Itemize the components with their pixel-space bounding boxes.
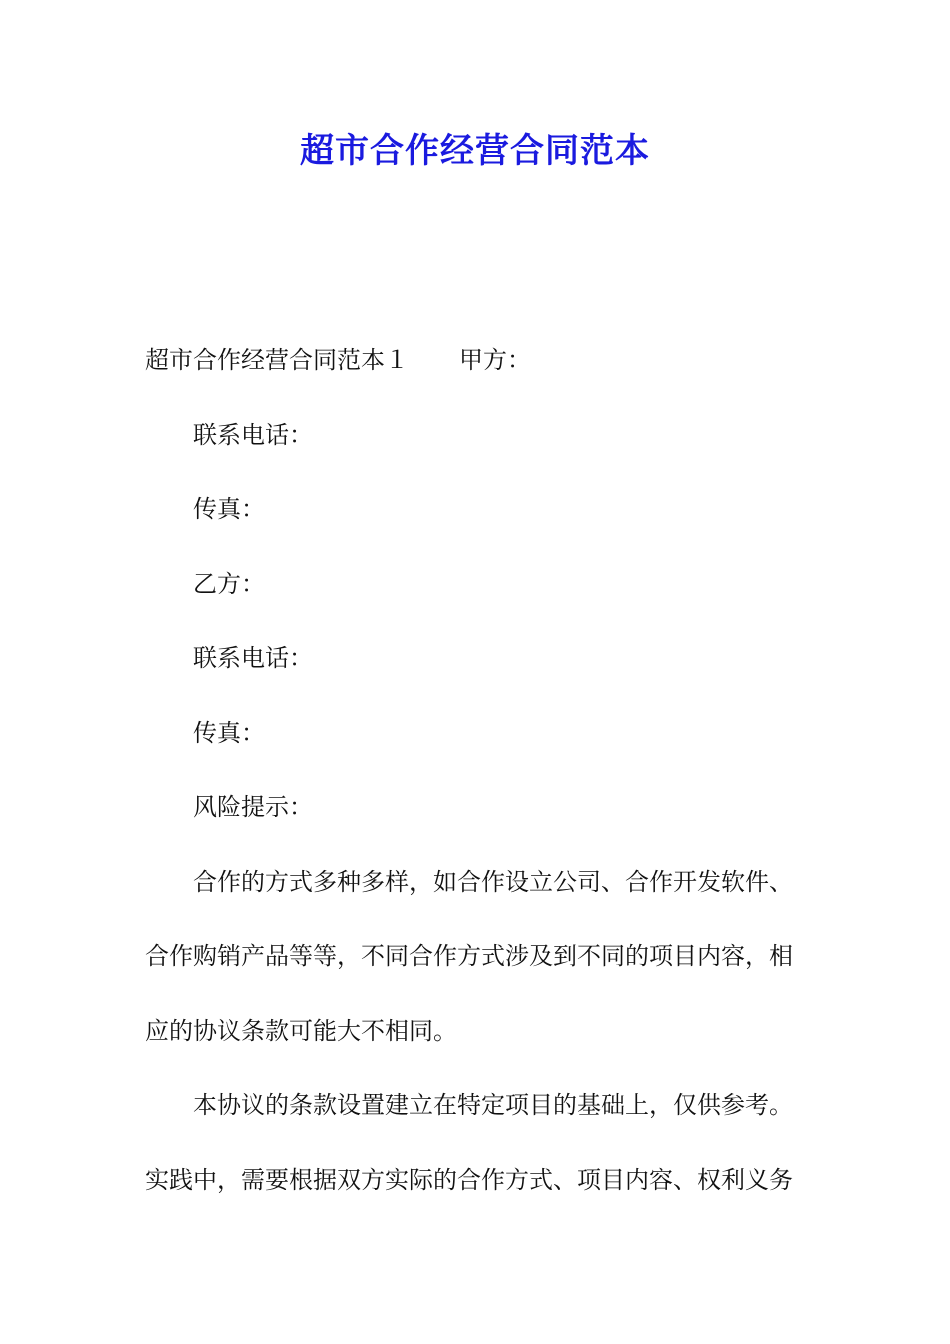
paragraph-line: 实践中，需要根据双方实际的合作方式、项目内容、权利义务: [145, 1165, 793, 1194]
paragraph-line: 合作购销产品等等，不同合作方式涉及到不同的项目内容，相: [145, 942, 793, 970]
party-a-label: 甲方：: [459, 346, 531, 374]
contract-name-text: 超市合作经营合同范本１: [145, 346, 409, 374]
party-a-phone-label: 联系电话：: [193, 420, 313, 449]
party-b-phone-label: 联系电话：: [193, 644, 313, 672]
party-b-label: 乙方：: [193, 569, 265, 598]
document-title: 超市合作经营合同范本: [300, 131, 650, 171]
paragraph-line: 本协议的条款设置建立在特定项目的基础上，仅供参考。: [193, 1091, 793, 1119]
heading-line: [145, 340, 810, 415]
risk-notice-label: 风险提示：: [193, 793, 313, 821]
party-a-fax-label: 传真：: [193, 495, 265, 523]
document-body: [145, 340, 810, 1234]
paragraph-line: 合作的方式多种多样，如合作设立公司、合作开发软件、: [193, 867, 793, 896]
party-b-fax-label: 传真：: [193, 718, 265, 747]
paragraph-line: 应的协议条款可能大不相同。: [145, 1016, 457, 1045]
